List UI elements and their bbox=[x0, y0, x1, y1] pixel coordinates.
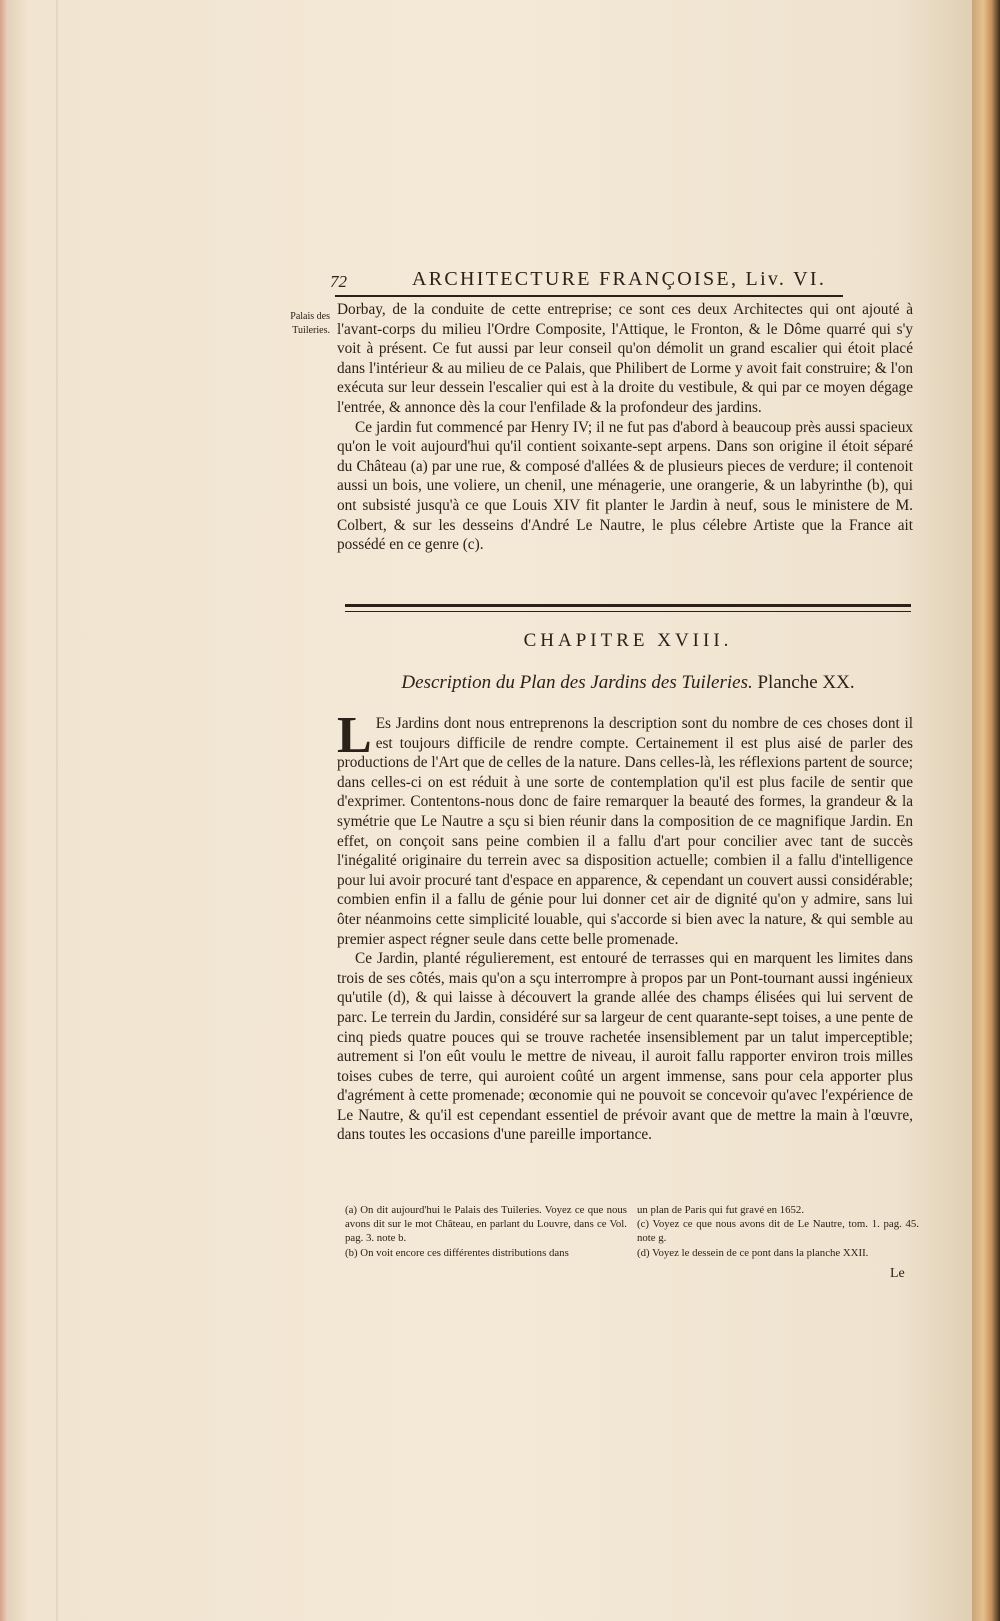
header-rule bbox=[335, 295, 843, 297]
chapter-subtitle bbox=[345, 672, 911, 694]
chapter-title: Description du Plan des Jardins des Tuileries. bbox=[401, 672, 753, 693]
body-paragraph-1-text: Es Jardins dont nous entreprenons la description sont du nombre de ces choses dont il est toujours difficile de rendre compte. Certainement il est plus aisé de parler des productions de l'Art que de celles de la nature. Dans celles-là, les réflexions partent de source; dans celles-ci on est réduit à une sorte de contemplation qu'il est plus facile de sentir que d'exprimer. Contentons-nous donc de faire remarquer la beauté des formes, la grandeur & la symétrie que Le Nautre a sçu si bien réunir dans la composition de ce magnifique Jardin. En effet, on conçoit sans peine combien il a fallu d'art pour concilier avec tant de succès l'inégalité originaire du terrein avec sa disposition actuelle; combien il a fallu d'intelligence pour lui avoir procuré tant d'espace en apparence, & cependant un couvert aussi considérable; combien enfin il a fallu de génie pour lui donner cet air de dignité qu'on y admire, sans lui ôter néanmoins cette simplicité louable, qui s'accorde si bien avec la nature, & qui semble au premier aspect régner seule dans cette belle promenade. bbox=[337, 715, 913, 948]
page-left-edge bbox=[0, 0, 8, 1621]
running-title: ARCHITECTURE FRANÇOISE, Liv. VI. bbox=[412, 268, 827, 290]
footnote-b: (b) On voit encore ces différentes distributions dans bbox=[345, 1246, 569, 1259]
footnote-a: (a) On dit aujourd'hui le Palais des Tuileries. Voyez ce que nous avons dit sur le mot Château, en parlant du Louvre, dans ce Vol. pag. 3. note b. bbox=[345, 1204, 627, 1245]
chapter-divider bbox=[345, 604, 911, 612]
intro-text bbox=[337, 300, 913, 555]
drop-cap: L bbox=[337, 707, 372, 764]
intro-paragraph-2: Ce jardin fut commencé par Henry IV; il ne fut pas d'abord à beaucoup près aussi spacieux qu'on le voit aujourd'hui qu'il contient soixante-sept arpens. Dans son origine il étoit séparé du Château (a) par une rue, & composé d'allées & de plusieurs pieces de verdure; il contenoit aussi un bois, une voliere, un chenil, une ménagerie, une orangerie, & un labyrinthe (b), qui ont subsisté jusqu'à ce que Louis XIV fit planter le Jardin à neuf, sous le ministere de M. Colbert, & sur les desseins d'André Le Nautre, le plus célebre Artiste que la France ait possédé en ce genre (c). bbox=[337, 418, 913, 554]
body-paragraph-2: Ce Jardin, planté régulierement, est entouré de terrasses qui en marquent les limites dans trois de ses côtés, mais qu'on a sçu interrompre à propos par un Pont-tournant aussi ingénieux qu'utile (d), & qui laisse à découvert la grande allée des champs élisées qui lui servent de parc. Le terrein du Jardin, considéré sur sa largeur de cent quarante-sept toises, a une pente de cinq pieds quatre pouces qui se trouve rachetée insensiblement par un talut imperceptible; autrement si l'on eût voulu le mettre de niveau, il auroit fallu rapporter environ trois milles toises cubes de terre, qui auroient coûté un argent immense, sans pour cela apporter plus d'agrément à cette promenade; œconomie qui ne pouvoit se concevoir qu'avec l'expérience de Le Nautre, & qu'il est cependant essentiel de prévoir avant que de mettre la main à l'œuvre, dans toutes les occasions d'une pareille importance. bbox=[337, 950, 913, 1144]
footnote-c: (c) Voyez ce que nous avons dit de Le Nautre, tom. 1. pag. 45. note g. bbox=[637, 1218, 919, 1245]
footnotes-right-column bbox=[637, 1203, 919, 1260]
chapter-body bbox=[337, 707, 913, 1145]
plate-reference: Planche XX. bbox=[757, 672, 855, 693]
footnote-d: (d) Voyez le dessein de ce pont dans la planche XXII. bbox=[637, 1246, 869, 1259]
chapter-number: CHAPITRE XVIII. bbox=[523, 630, 733, 651]
footnote-b-continued: un plan de Paris qui fut gravé en 1652. bbox=[637, 1204, 805, 1216]
page-number: 72 bbox=[330, 272, 347, 291]
catchword: Le bbox=[890, 1266, 905, 1281]
page-fold-line bbox=[56, 0, 58, 1621]
book-fore-edge bbox=[972, 0, 1000, 1621]
footnotes-left-column bbox=[345, 1203, 627, 1260]
body-paragraph-1 bbox=[337, 707, 913, 949]
margin-note: Palais des Tuileries. bbox=[290, 311, 330, 336]
intro-paragraph-1: Dorbay, de la conduite de cette entreprise; ce sont ces deux Architectes qui ont ajouté à l'avant-corps du milieu l'Ordre Composite, l'Attique, le Fronton, & le Dôme quarré qui s'y voit à présent. Ce fut aussi par leur conseil qu'on démolit un grand escalier qui étoit placé dans l'intérieur & au milieu de ce Palais, que Philibert de Lorme y avoit fait construire; & l'on exécuta sur leur dessein l'escalier qui est à la droite du vestibule, & qui par ce moyen dégage l'entrée, & annonce dès la cour l'enfilade & la profondeur des jardins. bbox=[337, 301, 913, 416]
running-header bbox=[330, 268, 838, 296]
